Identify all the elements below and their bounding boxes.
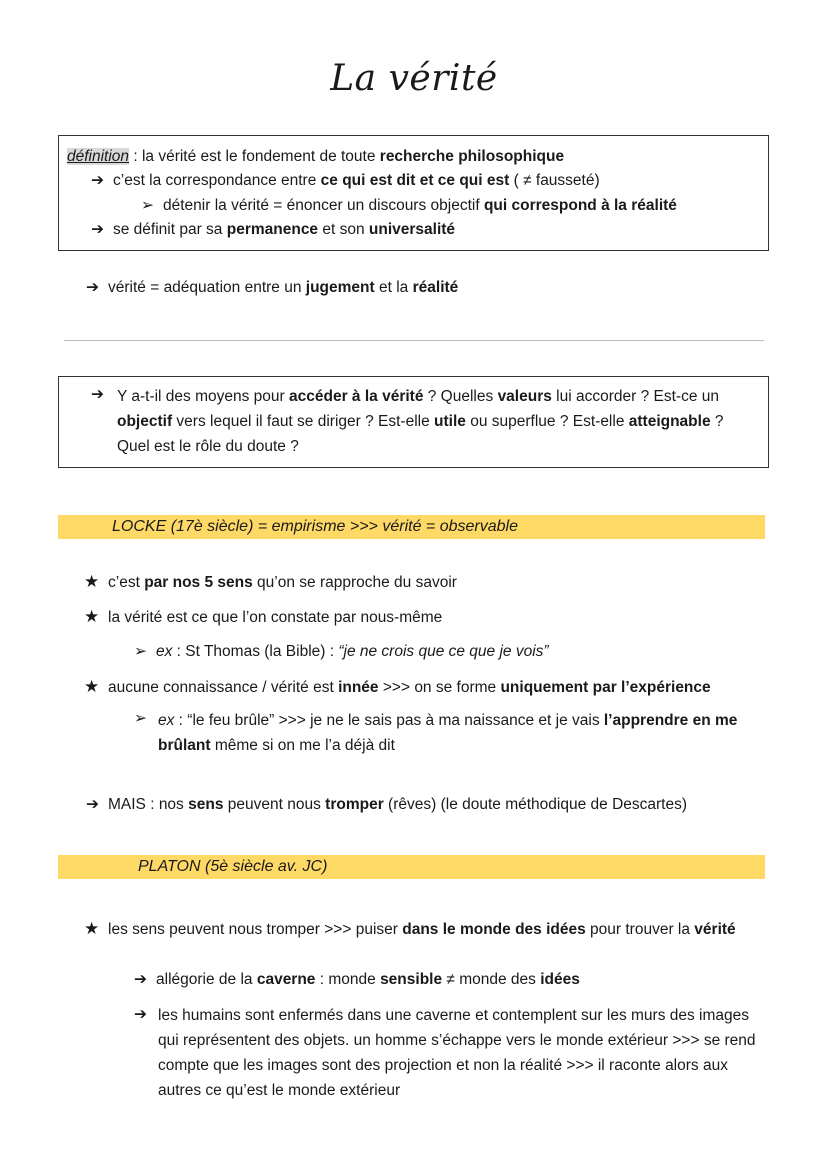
platon-point-sens: ★ les sens peuvent nous tromper >>> puiser dans le monde des idées pour trouver la vérité bbox=[84, 917, 736, 942]
star-icon: ★ bbox=[84, 607, 100, 626]
star-icon: ★ bbox=[84, 677, 100, 696]
definition-point-permanence: ➔ se définit par sa permanence et son universalité bbox=[91, 218, 455, 242]
triangle-bullet-icon: ➢ bbox=[134, 710, 147, 727]
divider bbox=[64, 340, 764, 341]
platon-header: PLATON (5è siècle av. JC) bbox=[58, 855, 765, 879]
arrow-icon: ➔ bbox=[134, 971, 147, 988]
locke-example-thomas: ➢ ex : St Thomas (la Bible) : “je ne crois que ce que je vois” bbox=[134, 640, 549, 664]
locke-point-sens: ★ c’est par nos 5 sens qu’on se rapproche du savoir bbox=[84, 570, 457, 595]
platon-allegorie: ➔ allégorie de la caverne : monde sensible ≠ monde des idées bbox=[134, 968, 580, 992]
triangle-bullet-icon: ➢ bbox=[141, 197, 154, 214]
definition-subpoint: ➢ détenir la vérité = énoncer un discours objectif qui correspond à la réalité bbox=[141, 194, 677, 218]
locke-mais: ➔ MAIS : nos sens peuvent nous tromper (rêves) (le doute méthodique de Descartes) bbox=[86, 793, 687, 817]
definition-point-correspondance: ➔ c’est la correspondance entre ce qui est dit et ce qui est ( ≠ fausseté) bbox=[91, 169, 600, 193]
star-icon: ★ bbox=[84, 572, 100, 591]
arrow-icon: ➔ bbox=[91, 221, 104, 238]
arrow-icon: ➔ bbox=[91, 386, 104, 403]
locke-point-innee: ★ aucune connaissance / vérité est innée >>> on se forme uniquement par l’expérience bbox=[84, 675, 711, 700]
arrow-icon: ➔ bbox=[86, 796, 99, 813]
platon-caverne-description: les humains sont enfermés dans une caverne et contemplent sur les murs des images qui représentent des objets. un homme s’échappe vers le monde extérieur >>> se rend compte que les images sont des projection et non la réalité >>> il raconte alors aux autres ce qu’est le monde extérieur bbox=[158, 1007, 756, 1099]
locke-point-constat: ★ la vérité est ce que l’on constate par nous-même bbox=[84, 605, 442, 630]
star-icon: ★ bbox=[84, 919, 100, 938]
questions-box bbox=[58, 376, 769, 468]
definition-label: définition bbox=[67, 148, 130, 165]
page-title: La vérité bbox=[330, 58, 498, 99]
locke-example-feu: ex : “le feu brûle” >>> je ne le sais pas à ma naissance et je vais l’apprendre en me brûlant même si on me l’a déjà dit bbox=[158, 712, 738, 754]
arrow-icon: ➔ bbox=[91, 172, 104, 189]
arrow-icon: ➔ bbox=[134, 1006, 147, 1023]
adequation-line: ➔ vérité = adéquation entre un jugement et la réalité bbox=[86, 276, 458, 300]
arrow-icon: ➔ bbox=[86, 279, 99, 296]
triangle-bullet-icon: ➢ bbox=[134, 643, 147, 660]
definition-box bbox=[58, 135, 769, 251]
locke-header: LOCKE (17è siècle) = empirisme >>> vérité = observable bbox=[58, 515, 765, 539]
questions-text: Y a-t-il des moyens pour accéder à la vérité ? Quelles valeurs lui accorder ? Est-ce un objectif vers lequel il faut se diriger ? Est-elle utile ou superflue ? Est-elle atteignable ? Quel est le rôle du doute ? bbox=[117, 388, 724, 455]
definition-line: définition : la vérité est le fondement de toute recherche philosophique bbox=[67, 148, 565, 165]
